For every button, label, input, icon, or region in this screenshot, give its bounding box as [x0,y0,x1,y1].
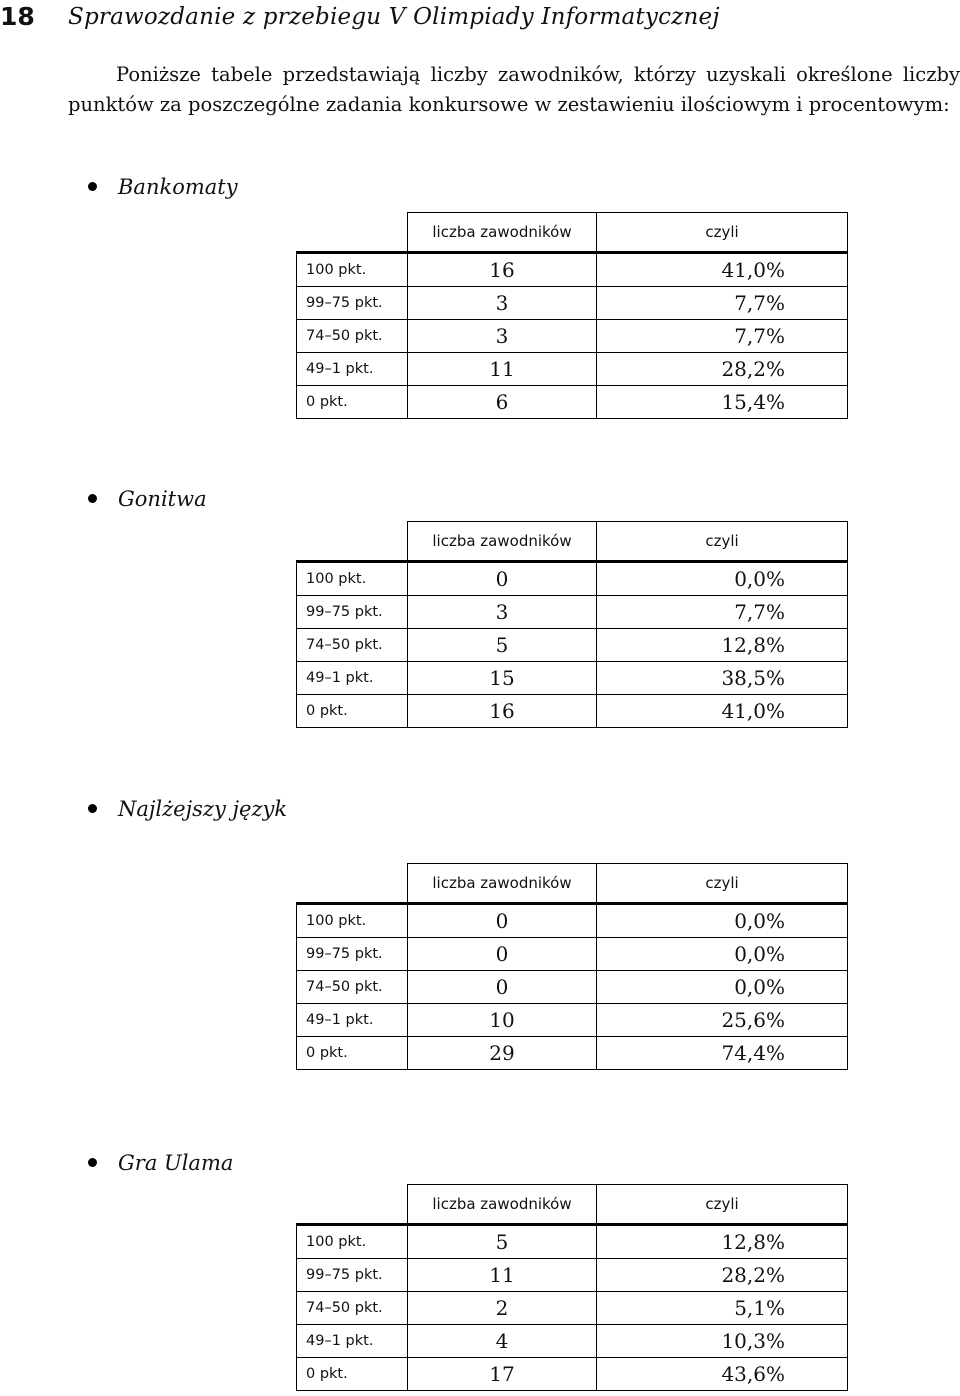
row-percent: 5,1% [597,1292,848,1325]
table-row [297,253,848,287]
bullet-icon [88,182,97,191]
table-row [297,596,848,629]
row-label: 100 pkt. [297,562,408,596]
row-count: 0 [408,904,597,938]
row-percent: 7,7% [597,287,848,320]
row-percent: 74,4% [597,1037,848,1070]
row-percent: 15,4% [597,386,848,419]
row-percent: 7,7% [597,596,848,629]
intro-text: Poniższe tabele przedstawiają liczby zawodników, którzy uzyskali określone liczby punktów za poszczególne zadania konkursowe w zestawieniu ilościowym i procentowym: [68,63,960,116]
table-row [297,629,848,662]
row-label: 74–50 pkt. [297,971,408,1004]
bullet-icon [88,494,97,503]
header-count: liczba zawodników [408,522,597,562]
page-header [0,0,960,36]
header-percent: czyli [597,1185,848,1225]
table-header-row [297,522,848,562]
row-count: 15 [408,662,597,695]
row-count: 29 [408,1037,597,1070]
row-count: 16 [408,695,597,728]
table-row [297,904,848,938]
row-count: 3 [408,320,597,353]
row-label: 0 pkt. [297,1037,408,1070]
header-blank [297,864,408,904]
row-count: 5 [408,629,597,662]
header-count: liczba zawodników [408,864,597,904]
header-count: liczba zawodników [408,213,597,253]
row-label: 74–50 pkt. [297,320,408,353]
table-header-row [297,213,848,253]
table-header-row [297,1185,848,1225]
table-row [297,1358,848,1391]
table-row [297,562,848,596]
row-percent: 41,0% [597,253,848,287]
row-count: 5 [408,1225,597,1259]
row-count: 17 [408,1358,597,1391]
section-title: Najlżejszy język [118,797,288,821]
table-row [297,320,848,353]
row-label: 49–1 pkt. [297,1004,408,1037]
row-percent: 0,0% [597,904,848,938]
row-label: 74–50 pkt. [297,1292,408,1325]
score-table [296,521,848,728]
table-row [297,1037,848,1070]
header-count: liczba zawodników [408,1185,597,1225]
row-percent: 28,2% [597,353,848,386]
row-label: 0 pkt. [297,1358,408,1391]
table-row [297,938,848,971]
score-table [296,212,848,419]
table-row [297,353,848,386]
row-count: 2 [408,1292,597,1325]
row-count: 3 [408,287,597,320]
row-label: 49–1 pkt. [297,662,408,695]
table-row [297,386,848,419]
row-count: 11 [408,1259,597,1292]
table-row [297,695,848,728]
row-label: 49–1 pkt. [297,1325,408,1358]
score-table [296,863,848,1070]
row-count: 0 [408,562,597,596]
row-label: 100 pkt. [297,253,408,287]
table-row [297,1225,848,1259]
page-number: 18 [0,2,35,31]
table-row [297,1259,848,1292]
header-percent: czyli [597,864,848,904]
table-row [297,971,848,1004]
row-percent: 12,8% [597,629,848,662]
row-percent: 7,7% [597,320,848,353]
row-percent: 0,0% [597,971,848,1004]
row-count: 3 [408,596,597,629]
header-percent: czyli [597,213,848,253]
score-table [296,1184,848,1391]
row-label: 99–75 pkt. [297,596,408,629]
row-percent: 12,8% [597,1225,848,1259]
running-title: Sprawozdanie z przebiegu V Olimpiady Informatycznej [68,4,720,30]
section-title: Gra Ulama [118,1151,234,1175]
row-count: 0 [408,971,597,1004]
section-title: Gonitwa [118,487,207,511]
row-count: 11 [408,353,597,386]
row-count: 10 [408,1004,597,1037]
row-label: 99–75 pkt. [297,287,408,320]
row-label: 99–75 pkt. [297,938,408,971]
table-row [297,1292,848,1325]
table-row [297,287,848,320]
row-count: 0 [408,938,597,971]
table-row [297,1325,848,1358]
header-blank [297,213,408,253]
header-blank [297,522,408,562]
row-label: 100 pkt. [297,904,408,938]
row-count: 4 [408,1325,597,1358]
row-percent: 38,5% [597,662,848,695]
row-percent: 0,0% [597,562,848,596]
row-label: 74–50 pkt. [297,629,408,662]
header-percent: czyli [597,522,848,562]
bullet-icon [88,804,97,813]
row-label: 100 pkt. [297,1225,408,1259]
row-label: 99–75 pkt. [297,1259,408,1292]
row-percent: 43,6% [597,1358,848,1391]
row-percent: 28,2% [597,1259,848,1292]
row-percent: 10,3% [597,1325,848,1358]
row-percent: 25,6% [597,1004,848,1037]
row-label: 0 pkt. [297,386,408,419]
table-row [297,662,848,695]
row-count: 16 [408,253,597,287]
intro-paragraph [68,60,960,120]
row-label: 0 pkt. [297,695,408,728]
table-header-row [297,864,848,904]
table-row [297,1004,848,1037]
section-title: Bankomaty [118,175,238,199]
bullet-icon [88,1158,97,1167]
header-blank [297,1185,408,1225]
row-label: 49–1 pkt. [297,353,408,386]
row-percent: 41,0% [597,695,848,728]
row-percent: 0,0% [597,938,848,971]
row-count: 6 [408,386,597,419]
